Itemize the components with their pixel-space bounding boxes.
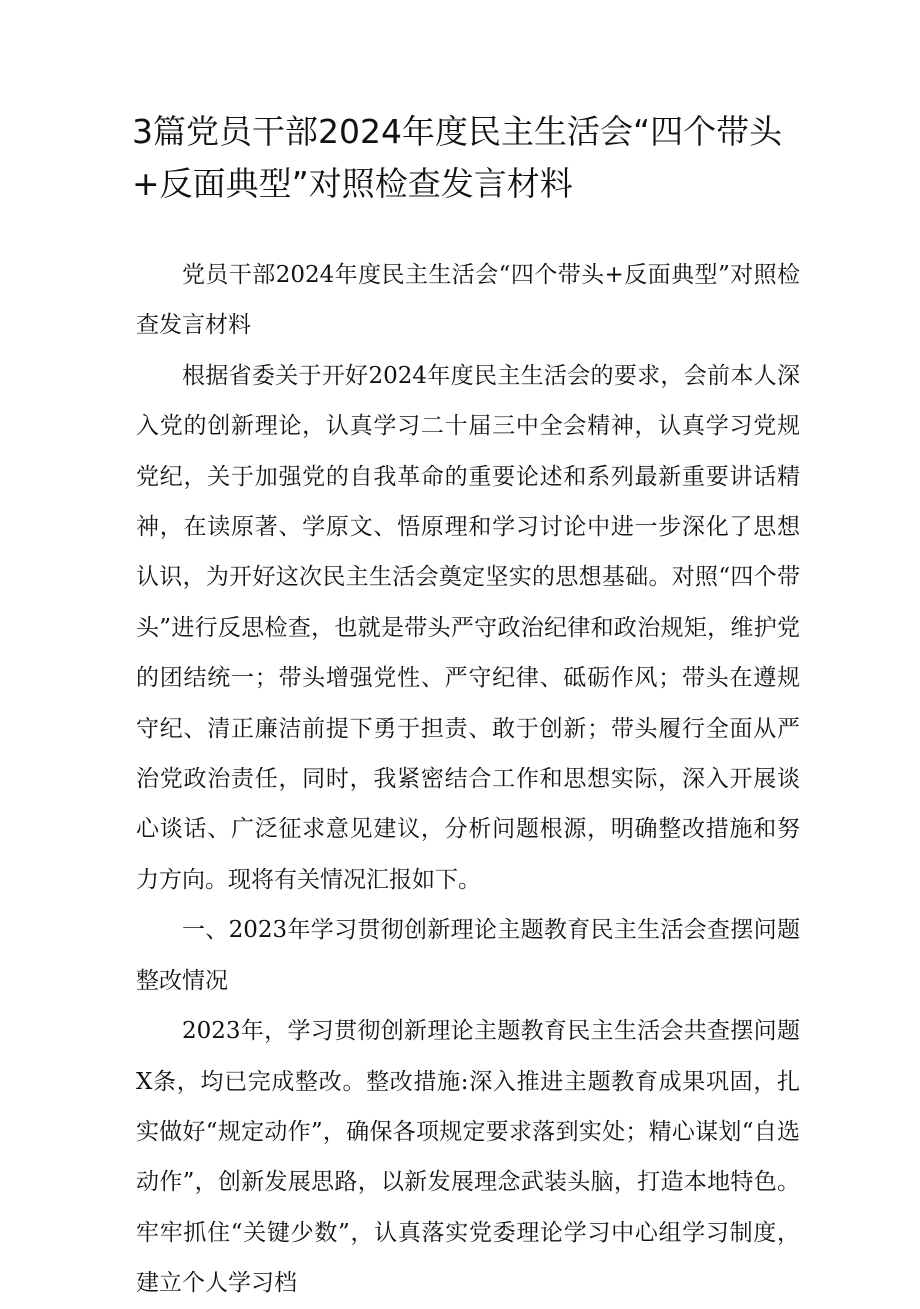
section-heading: 一、2023年学习贯彻创新理论主题教育民主生活会查摆问题整改情况 xyxy=(136,917,800,994)
intro-paragraph: 根据省委关于开好2024年度民主生活会的要求，会前本人深入党的创新理论，认真学习二十届三中全会精神，认真学习党规党纪，关于加强党的自我革命的重要论述和系列最新重要讲话精神，在读原著、学原文、悟原理和学习讨论中进一步深化了思想认识，为开好这次民主生活会奠定坚实的思想基础。对照“四个带头”进行反思检查，也就是带头严守政治纪律和政治规矩，维护党的团结统一；带头增强党性、严守纪律、砥砺作风；带头在遵规守纪、清正廉洁前提下勇于担责、敢于创新；带头履行全面从严治党政治责任，同时，我紧密结合工作和思想实际，深入开展谈心谈话、广泛征求意见建议，分析问题根源，明确整改措施和努力方向。现将有关情况汇报如下。 xyxy=(136,362,800,893)
body-paragraph: 2023年，学习贯彻创新理论主题教育民主生活会共查摆问题X条，均已完成整改。整改措施:深入推进主题教育成果巩固，扎实做好“规定动作”，确保各项规定要求落到实处；精心谋划“自选动作”，创新发展思路，以新发展理念武装头脑，打造本地特色。牢牢抓住“关键少数”，认真落实党委理论学习中心组学习制度，建立个人学习档 xyxy=(136,1018,800,1297)
document-title: 3篇党员干部2024年度民主生活会“四个带头+反面典型”对照检查发言材料 xyxy=(132,112,783,203)
document-body xyxy=(136,250,800,1309)
subtitle-paragraph: 党员干部2024年度民主生活会“四个带头+反面典型”对照检查发言材料 xyxy=(136,262,800,339)
